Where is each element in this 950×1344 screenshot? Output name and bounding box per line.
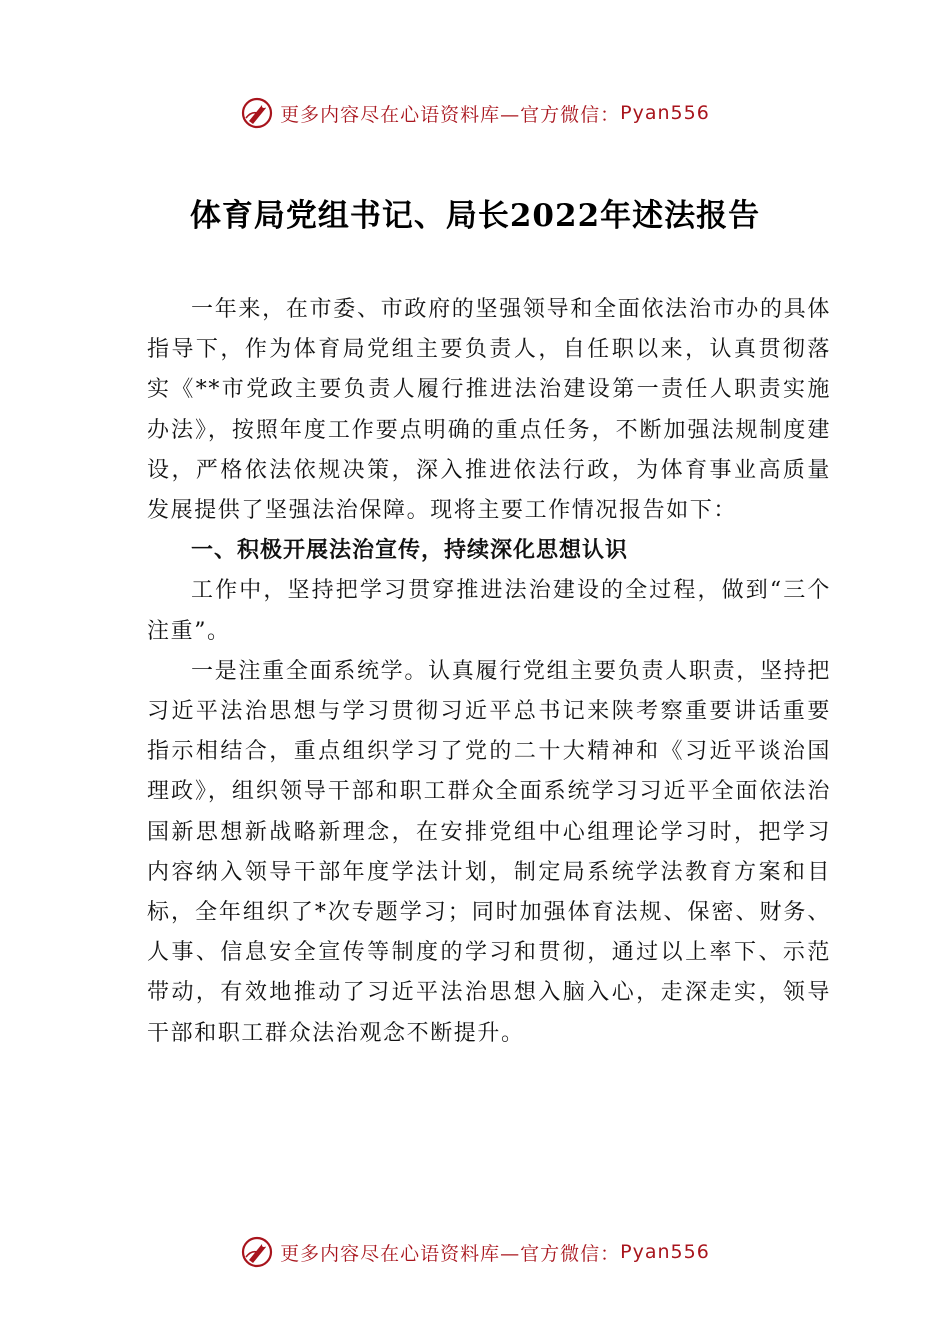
watermark-text: 更多内容尽在心语资料库—官方微信： bbox=[280, 1242, 621, 1265]
wechat-id: Pyan556 bbox=[620, 1241, 710, 1263]
section-paragraph-1: 工作中，坚持把学习贯穿推进法治建设的全过程，做到“三个注重”。 bbox=[147, 578, 831, 644]
section-heading: 一、积极开展法治宣传，持续深化思想认识 bbox=[191, 538, 629, 564]
pen-nib-logo-icon bbox=[240, 1235, 274, 1269]
document-body bbox=[147, 290, 831, 1054]
watermark-text: 更多内容尽在心语资料库—官方微信： bbox=[280, 103, 621, 126]
watermark-banner-top bbox=[0, 96, 950, 130]
document-title: 体育局党组书记、局长2022年述法报告 bbox=[189, 198, 761, 234]
pen-nib-logo-icon bbox=[240, 96, 274, 130]
intro-paragraph: 一年来，在市委、市政府的坚强领导和全面依法治市办的具体指导下，作为体育局党组主要负责人，自任职以来，认真贯彻落实《**市党政主要负责人履行推进法治建设第一责任人职责实施办法》，按照年度工作要点明确的重点任务，不断加强法规制度建设，严格依法依规决策，深入推进依法行政，为体育事业高质量发展提供了坚强法治保障。现将主要工作情况报告如下： bbox=[147, 297, 831, 524]
section-paragraph-2: 一是注重全面系统学。认真履行党组主要负责人职责，坚持把习近平法治思想与学习贯彻习近平总书记来陕考察重要讲话重要指示相结合，重点组织学习了党的二十大精神和《习近平谈治国理政》，组织领导干部和职工群众全面系统学习习近平全面依法治国新思想新战略新理念，在安排党组中心组理论学习时，把学习内容纳入领导干部年度学法计划，制定局系统学法教育方案和目标，全年组织了*次专题学习；同时加强体育法规、保密、财务、人事、信息安全宣传等制度的学习和贯彻，通过以上率下、示范带动，有效地推动了习近平法治思想入脑入心，走深走实，领导干部和职工群众法治观念不断提升。 bbox=[147, 658, 831, 1046]
watermark-banner-bottom bbox=[0, 1235, 950, 1269]
wechat-id: Pyan556 bbox=[620, 102, 710, 124]
